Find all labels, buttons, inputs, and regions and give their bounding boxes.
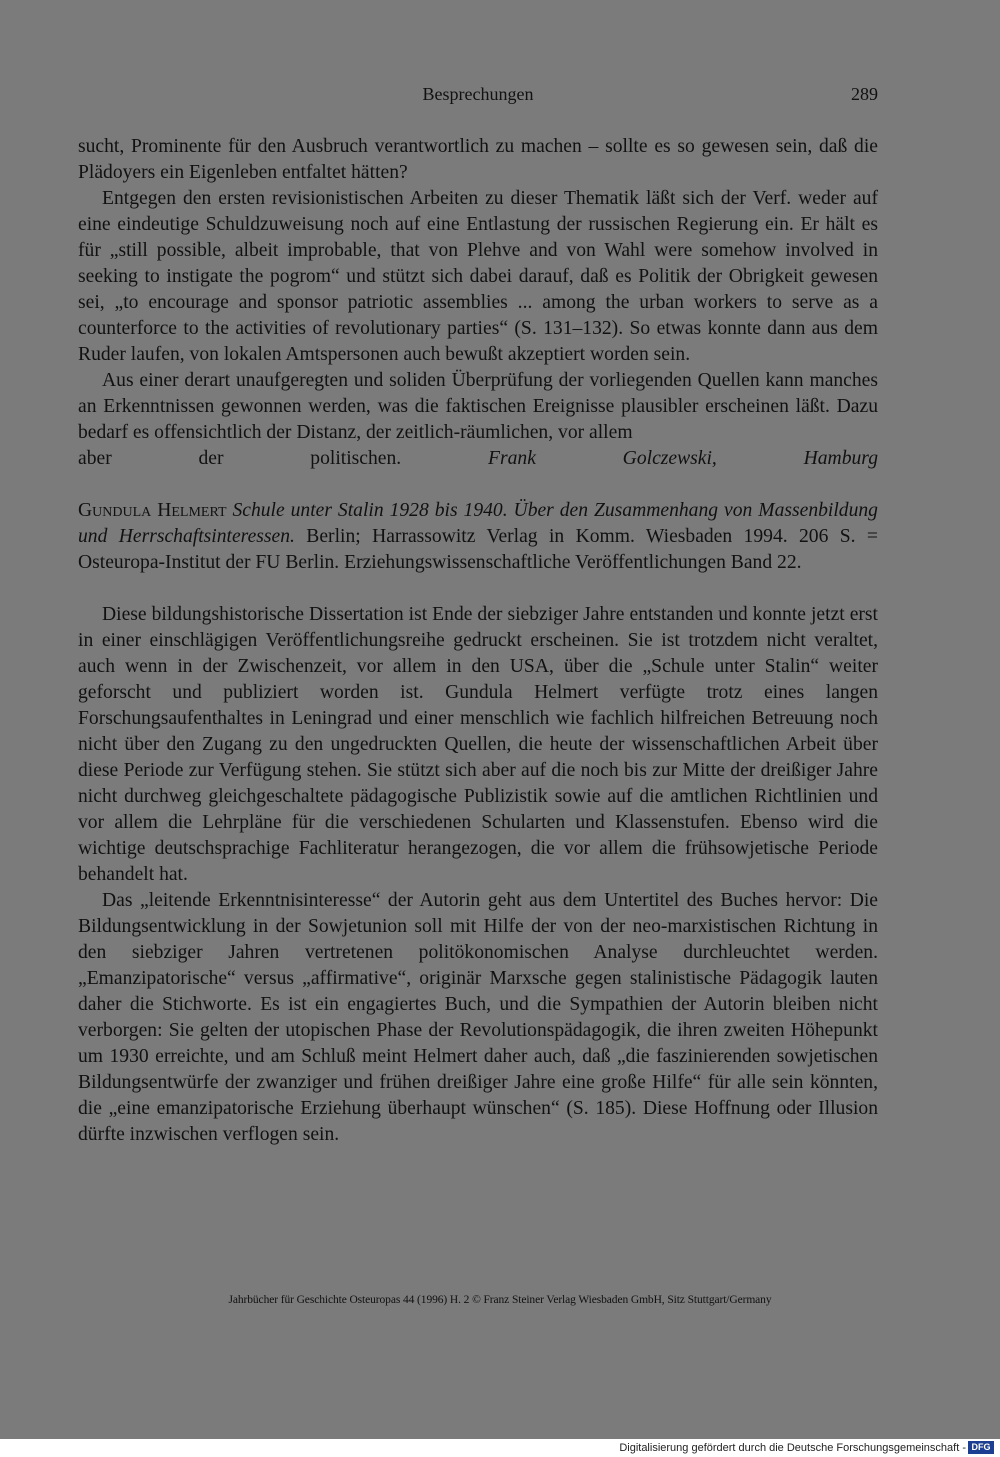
page-body <box>78 134 878 1148</box>
book-title: Schule unter Stalin 1928 bis 1940. Über den Zusammenhang von Massenbildung und Herrschaftsinteressen. <box>78 500 878 547</box>
section-gap <box>78 472 878 498</box>
closing-text: aber der politischen. <box>78 448 402 469</box>
paragraph: sucht, Prominente für den Ausbruch verantwortlich zu machen – sollte es so gewesen sein, daß die Plädoyers ein Eigenleben entfaltet hätten? <box>78 136 878 183</box>
dfg-banner <box>0 1439 1000 1457</box>
paragraph: Das „leitende Erkenntnisinteresse“ der Autorin geht aus dem Untertitel des Buches hervor: Die Bildungsentwicklung in der Sowjetunion soll mit Hilfe der von der neo-marxistischen Richtung in den siebziger Jahren vertretenen politökonomischen Analyse durchleuchtet werden. „Emanzipatorische“ versus „affirmative“, originär Marxsche gegen stalinistische Pädagogik lauten daher die Stichworte. Es ist ein engagiertes Buch, und die Sympathien der Autorin bleiben nicht verborgen: Sie gelten der utopischen Phase der Revolutionspädagogik, die ihren zweiten Höhepunkt um 1930 erreichte, und am Schluß meint Helmert daher auch, daß „die faszinierenden sowjetischen Bildungsentwürfe der zwanziger und frühen dreißiger Jahre eine große Hilfe“ für alle sein könnten, die „eine emanzipatorische Erziehung überhaupt wünschen“ (S. 185). Diese Hoffnung oder Illusion dürfte inzwischen verflogen sein. <box>78 890 878 1145</box>
page-number: 289 <box>851 84 878 104</box>
paragraph: Aus einer derart unaufgeregten und soliden Überprüfung der vorliegenden Quellen kann manches an Erkenntnissen gewonnen werden, was die faktischen Ereignisse plausibler erscheinen läßt. Dazu bedarf es offensichtlich der Distanz, der zeitlich-räumlichen, vor allem <box>78 370 878 443</box>
running-head-title: Besprechungen <box>422 84 534 104</box>
paragraph: Entgegen den ersten revisionistischen Arbeiten zu dieser Thematik läßt sich der Verf. weder auf eine eindeutige Schuldzuweisung noch auf eine Entlastung der russischen Regierung ein. Er hält es für „still possible, albeit improbable, that von Plehve and von Wahl were somehow involved in seeking to instigate the pogrom“ und stützt sich dabei darauf, daß es Politik der Obrigkeit gewesen sei, „to encourage and sponsor patriotic assemblies ... among the urban workers to serve as a counterforce to the activities of revolutionary parties“ (S. 131–132). So etwas konnte dann aus dem Ruder laufen, von lokalen Amtspersonen auch bewußt akzeptiert worden sein. <box>78 188 878 365</box>
publication-details: Berlin; Harrassowitz Verlag in Komm. Wiesbaden 1994. 206 S. = Osteuropa-Institut der FU Berlin. Erziehungswissenschaftliche Veröffentlichungen Band 22. <box>78 526 878 573</box>
signature-line <box>78 446 878 472</box>
reviewer-signature: Frank Golczewski, Hamburg <box>488 448 878 469</box>
running-head <box>78 84 878 108</box>
review-heading <box>78 498 878 576</box>
dfg-logo-icon: DFG <box>968 1441 994 1454</box>
dfg-banner-text: Digitalisierung gefördert durch die Deutsche Forschungsgemeinschaft - <box>619 1442 966 1454</box>
journal-citation: Jahrbücher für Geschichte Osteuropas 44 (1996) H. 2 © Franz Steiner Verlag Wiesbaden GmbH, Sitz Stuttgart/Germany <box>228 1294 772 1306</box>
paragraph: Diese bildungshistorische Dissertation ist Ende der siebziger Jahre entstanden und konnte jetzt erst in einer einschlägigen Veröffentlichungsreihe gedruckt erscheinen. Sie ist trotzdem nicht veraltet, auch wenn in der Zwischenzeit, vor allem in den USA, über die „Schule unter Stalin“ weiter geforscht und publiziert worden ist. Gundula Helmert verfügte trotz eines langen Forschungsaufenthaltes in Leningrad und einer menschlich wie fachlich hilfreichen Betreuung noch nicht über den Zugang zu den ungedruckten Quellen, die heute der wissenschaftlichen Arbeit über diese Periode zur Verfügung stehen. Sie stützt sich aber auf die noch bis zur Mitte der dreißiger Jahre nicht durchweg gleichgeschaltete pädagogische Publizistik sowie auf die amtlichen Richtlinien und vor allem die Lehrpläne für die verschiedenen Schularten und Klassenstufen. Ebenso wird die wichtige deutschsprachige Fachliteratur herangezogen, die vor allem die frühsowjetische Periode behandelt hat. <box>78 604 878 885</box>
section-gap <box>78 576 878 602</box>
book-author: Gundula Helmert <box>78 500 227 521</box>
